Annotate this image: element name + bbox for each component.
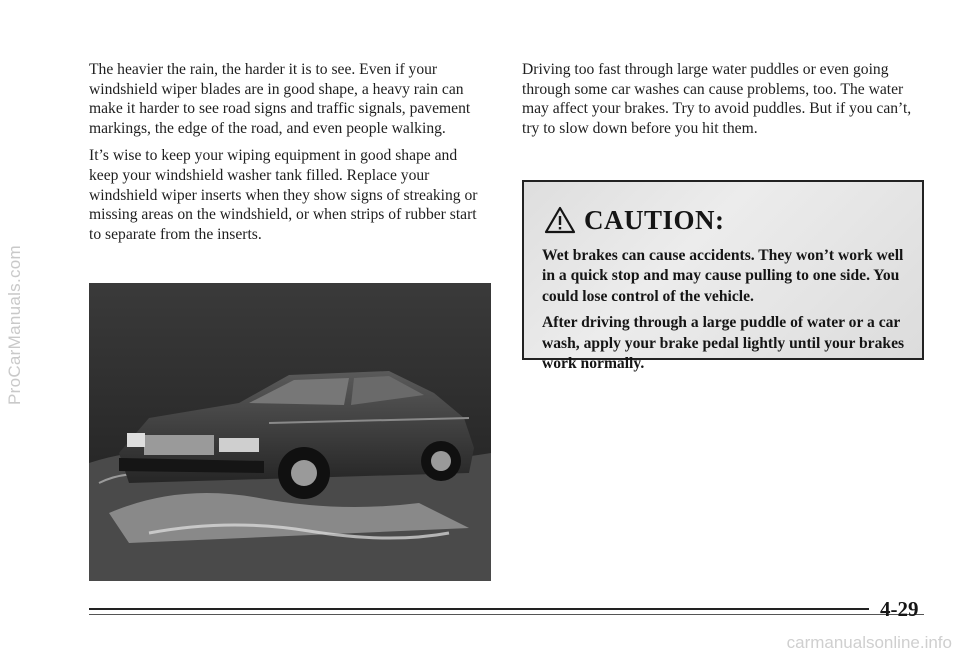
caution-title: CAUTION: bbox=[584, 204, 725, 235]
caution-paragraph-1: Wet brakes can cause accidents. They won’t work well in a quick stop and may cause pulling to one side. You could lose control of the vehicle. bbox=[542, 247, 904, 305]
watermark-bottom: carmanualsonline.info bbox=[786, 633, 952, 652]
footer-rule-thick bbox=[89, 608, 869, 610]
right-paragraph-1: Driving too fast through large water puddles or even going through some car washes can cause problems, too. The water may affect your brakes. Try to avoid puddles. But if you can’t, try to slow down before you hit them. bbox=[522, 61, 912, 137]
car-in-water-photo bbox=[89, 283, 491, 581]
left-paragraph-2: It’s wise to keep your wiping equipment in good shape and keep your windshield washer tank filled. Replace your windshield wiper inserts when they show signs of streaking or missing areas on the windshield, or when strips of rubber start to separate from the inserts. bbox=[89, 147, 478, 243]
footer-rule-thin bbox=[89, 614, 924, 615]
caution-body bbox=[542, 246, 914, 380]
sedan-illustration bbox=[89, 283, 491, 581]
page-number: 4-29 bbox=[880, 597, 919, 621]
caution-paragraph-2: After driving through a large puddle of water or a car wash, apply your brake pedal lightly until your brakes work normally. bbox=[542, 314, 905, 373]
left-column bbox=[89, 60, 485, 252]
right-column bbox=[522, 60, 927, 146]
warning-triangle-icon bbox=[544, 206, 576, 234]
watermark-left-text: ProCarManuals.com bbox=[5, 244, 25, 406]
watermark-left bbox=[2, 90, 28, 560]
caution-header bbox=[544, 202, 725, 238]
caution-box bbox=[522, 180, 924, 373]
left-paragraph-1: The heavier the rain, the harder it is to see. Even if your windshield wiper blades are in good shape, a heavy rain can make it harder to see road signs and traffic signals, pavement markings, the edge of the road, and even people walking. bbox=[89, 61, 471, 137]
